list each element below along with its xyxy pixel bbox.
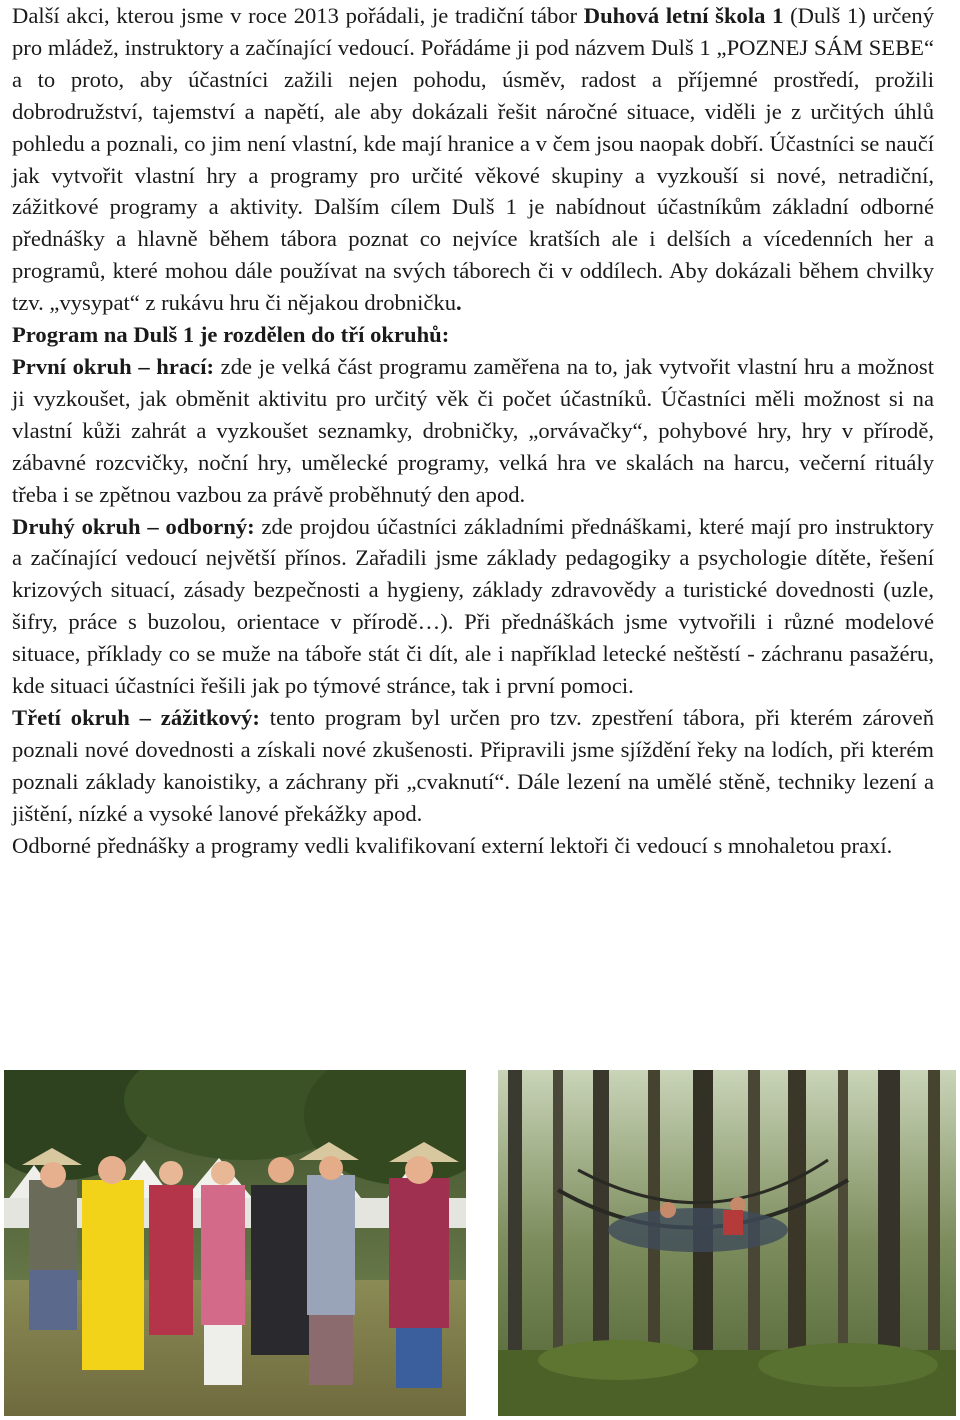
intro-paragraph: Další akci, kterou jsme v roce 2013 pořádali, je tradiční tábor Duhová letní škola 1 (Dulš 1) určený pro mládež, instruktory a začínající vedoucí. Pořádáme ji pod názvem Dulš 1 „POZNEJ SÁM SEBE“ a to proto, aby účastníci zažili nejen pohodu, úsměv, radost a příjemné prostředí, prožili dobrodružství, tajemství a napětí, ale aby dokázali řešit náročné situace, viděli je z určitých úhlů pohledu a poznali, co jim není vlastní, kde mají hranice a v čem jsou naopak dobří. Účastníci se naučí jak vytvořit vlastní hry a programy pro určité věkové skupiny a vyzkouší si nové, netradiční, zážitkové programy a aktivity. Dalším cílem Dulš 1 je nabídnout účastníkům základní odborné přednášky a hlavně během tábora poznat co nejvíce kratších ale i delších a vícedenních her a programů, které mohou dále používat na svých táborech či v oddílech. Aby dokázali během chvilky tzv. „vysypat“ z rukávu hru či nějakou drobničku. [12, 3, 934, 316]
section-2 [12, 511, 934, 702]
section-2-text: zde projdou účastníci základními přednáškami, které mají pro instruktory a začínající vedoucí největší přínos. Zařadili jsme základy pedagogiky a psychologie dítěte, řešení krizových situací, zásady bezpečnosti a hygieny, základy zdravovědy a turistické dovednosti (uzle, šifry, práce s buzolou, orientace v přírodě…). Při přednáškách jsme vytvořili i různé modelové situace, příklady co se muže na táboře stát či dít, ale i například letecké neštěstí - záchranu pasažéru, kde situaci účastníci řešili jak po týmové stránce, tak i první pomoci. [12, 513, 934, 699]
forest-photo [498, 1070, 956, 1416]
section-1-title: První okruh – hrací: [12, 353, 214, 379]
document-body [12, 0, 934, 861]
section-3-text: tento program byl určen pro tzv. zpestření tábora, při kterém zároveň poznali nové dovednosti a získali nové zkušenosti. Připravili jsme sjíždění řeky na lodích, při kterém poznali základy kanoistiky, a záchrany při „cvaknutí“. Dále lezení na umělé stěně, techniky lezení a jištění, nízké a vysoké lanové překážky apod. [12, 704, 934, 826]
section-1-text: zde je velká část programu zaměřena na to, jak vytvořit vlastní hru a možnost ji vyzkoušet, jak obměnit aktivitu pro určitý věk či počet účastníků. Účastníci měli možnost si na vlastní kůži zahrát a vyzkoušet seznamky, drobničky, „orvávačky“, pohybové hry, hry v přírodě, zábavné rozcvičky, noční hry, umělecké programy, velká hra ve skalách na harcu, večerní rituály třeba i se zpětnou vazbou za právě proběhnutý den apod. [12, 353, 935, 507]
program-heading: Program na Dulš 1 je rozdělen do tří okruhů: [12, 322, 450, 348]
group-photo [4, 1070, 466, 1416]
section-3-title: Třetí okruh – zážitkový: [12, 704, 260, 730]
section-2-title: Druhý okruh – odborný: [12, 513, 255, 539]
closing-paragraph: Odborné přednášky a programy vedli kvalifikovaní externí lektoři či vedoucí s mnohaletou praxí. [12, 832, 893, 858]
section-3 [12, 702, 934, 830]
camp-name: Duhová letní škola 1 [583, 3, 784, 28]
section-1 [12, 351, 934, 511]
